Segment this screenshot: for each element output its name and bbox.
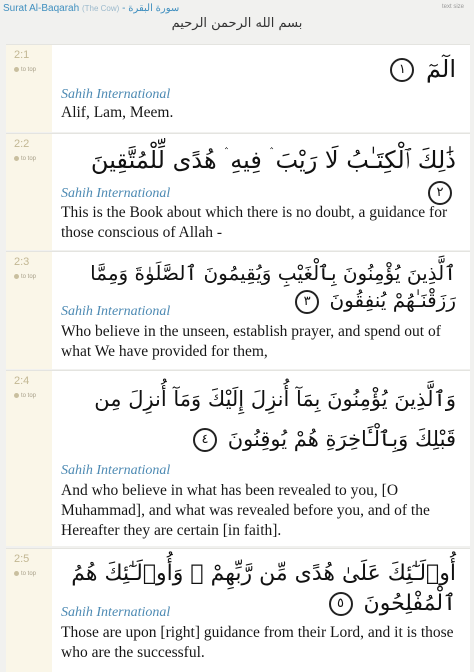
surah-arabic-name: سورة البقرة [128, 3, 180, 14]
up-arrow-icon [14, 393, 19, 398]
verse-sidebar [6, 549, 52, 672]
to-top-label: to top [21, 571, 37, 578]
verse-number[interactable]: 2:3 [14, 256, 30, 268]
verse-number[interactable]: 2:5 [14, 553, 30, 565]
verse-2-5 [6, 548, 470, 672]
to-top-link[interactable] [14, 156, 36, 162]
up-arrow-icon [14, 156, 19, 161]
translator-name[interactable]: Sahih International [61, 186, 171, 201]
to-top-link[interactable] [14, 571, 36, 577]
surah-english-name: (The Cow) [81, 4, 120, 13]
verse-number[interactable]: 2:1 [14, 49, 30, 61]
translation-text: And who believe in what has been revealed to you, [O Muhammad], and what was revealed before you, and of the Hereafter they are certain [in faith]. [61, 482, 430, 539]
verse-sidebar [6, 371, 52, 546]
up-arrow-icon [14, 67, 19, 72]
to-top-label: to top [21, 67, 37, 74]
to-top-link[interactable] [14, 274, 36, 280]
verse-number[interactable]: 2:2 [14, 138, 30, 150]
to-top-label: to top [21, 274, 37, 281]
verse-2-4 [6, 370, 470, 546]
ayah-number-marker: ٤ [193, 428, 217, 452]
translator-name[interactable]: Sahih International [61, 87, 171, 102]
to-top-link[interactable] [14, 393, 36, 399]
to-top-label: to top [21, 393, 37, 400]
translator-name[interactable]: Sahih International [61, 304, 171, 319]
verse-sidebar [6, 45, 52, 132]
to-top-link[interactable] [14, 67, 36, 73]
ayah-number-marker: ٢ [428, 181, 452, 205]
ayah-number-marker: ١ [390, 58, 414, 82]
translation-text: Those are upon [right] guidance from their Lord, and it is those who are the successful. [61, 624, 454, 661]
translator-name[interactable]: Sahih International [61, 463, 171, 478]
verse-2-3 [6, 251, 470, 369]
arabic-text [60, 53, 456, 85]
translator-name[interactable]: Sahih International [61, 605, 171, 620]
verse-sidebar [6, 134, 52, 250]
translation-text: Alif, Lam, Meem. [61, 104, 174, 121]
arabic-text [60, 379, 456, 459]
verse-number[interactable]: 2:4 [14, 375, 30, 387]
verse-sidebar [6, 252, 52, 369]
arabic-verse-text: الٓمٓ [426, 55, 456, 83]
basmala: بسم الله الرحمن الرحيم [171, 16, 303, 31]
verse-2-1 [6, 44, 470, 132]
up-arrow-icon [14, 274, 19, 279]
arabic-verse-text: وَٱلَّذِينَ يُؤْمِنُونَ بِمَآ أُنزِلَ إِلَيْكَ وَمَآ أُنزِلَ مِن قَبْلِكَ وَبِٱلْـَٔاخِرَةِ هُمْ يُوقِنُونَ [94, 387, 456, 451]
ayah-number-marker: ٥ [329, 592, 353, 616]
surah-name: Surat Al-Baqarah [3, 3, 80, 14]
to-top-label: to top [21, 156, 37, 163]
arabic-verse-text: أُو۟لَـٰٓئِكَ عَلَىٰ هُدًى مِّن رَّبِّهِمْ ۖ وَأُو۟لَـٰٓئِكَ هُمُ ٱلْمُفْلِحُونَ [71, 561, 456, 616]
text-size-control[interactable]: text size [441, 4, 464, 10]
surah-title[interactable] [3, 3, 179, 14]
arabic-verse-text: ذَٰلِكَ ٱلْكِتَـٰبُ لَا رَيْبَ ۛ فِيهِ ۛ هُدًى لِّلْمُتَّقِينَ [90, 146, 456, 174]
ayah-number-marker: ٣ [295, 290, 319, 314]
surah-title-dash: - [122, 3, 126, 14]
verse-2-2 [6, 133, 470, 250]
translation-text: This is the Book about which there is no doubt, a guidance for those conscious of Allah - [61, 204, 448, 241]
arabic-verse-text: ٱلَّذِينَ يُؤْمِنُونَ بِٱلْغَيْبِ وَيُقِيمُونَ ٱلصَّلَوٰةَ وَمِمَّا رَزَقْنَـٰهُمْ يُنفِقُونَ [90, 261, 456, 312]
translation-text: Who believe in the unseen, establish prayer, and spend out of what We have provided for them, [61, 323, 441, 360]
up-arrow-icon [14, 571, 19, 576]
